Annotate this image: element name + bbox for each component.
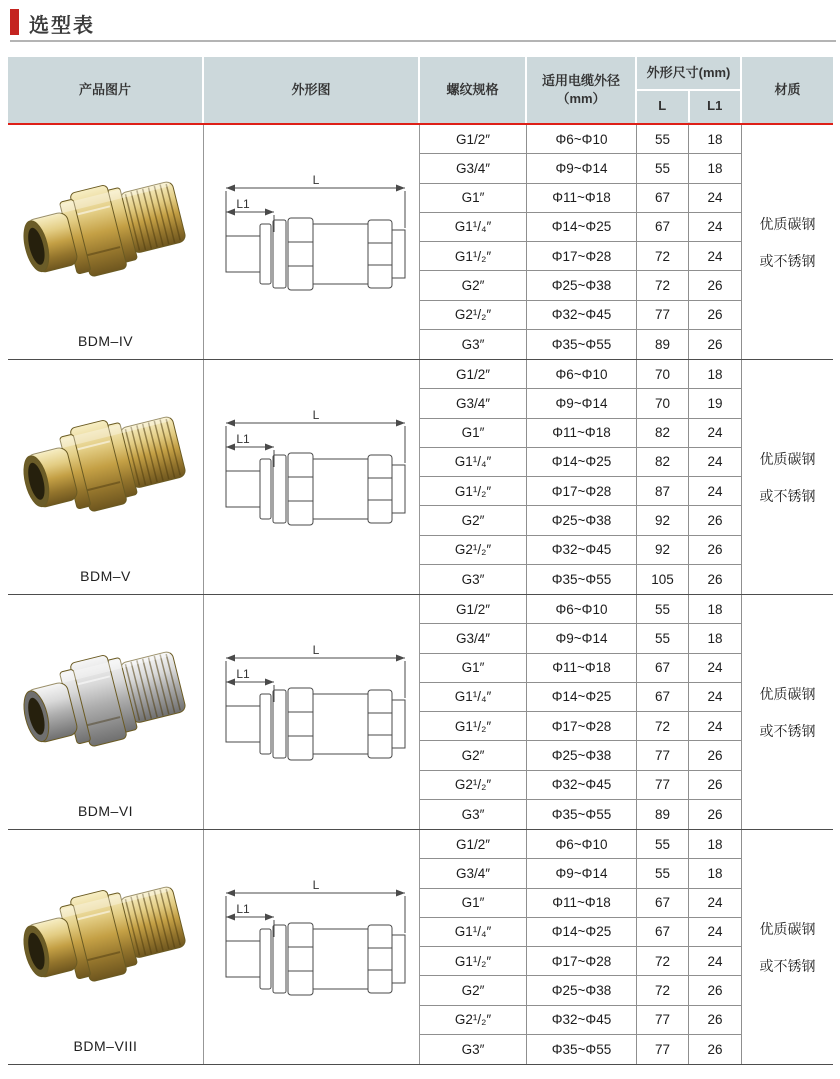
outline-drawing-cell xyxy=(204,125,420,359)
header-thread-spec: 螺纹规格 xyxy=(420,57,527,123)
dim-l-cell: 67 xyxy=(637,889,689,918)
dim-l-cell: 89 xyxy=(637,800,689,829)
thread-spec-cell: G1¹/₄″ xyxy=(420,683,527,712)
material-text: 或不锈钢 xyxy=(759,487,816,504)
cable-od-cell: Φ11~Φ18 xyxy=(527,889,637,918)
cable-od-cell: Φ11~Φ18 xyxy=(527,654,637,683)
thread-spec-cell: G3″ xyxy=(420,565,527,594)
product-model-label: BDM–V xyxy=(80,568,131,584)
dim-l1-cell: 26 xyxy=(689,741,742,770)
cable-od-cell: Φ25~Φ38 xyxy=(527,741,637,770)
spec-grid xyxy=(420,595,742,829)
product-model-label: BDM–VIII xyxy=(73,1038,138,1054)
dim-l-cell: 77 xyxy=(637,741,689,770)
dim-l1-cell: 26 xyxy=(689,1006,742,1035)
material-cell xyxy=(742,595,833,829)
thread-spec-cell: G3/4″ xyxy=(420,154,527,183)
dim-l-cell: 72 xyxy=(637,712,689,741)
dim-l1-cell: 18 xyxy=(689,154,742,183)
thread-spec-cell: G1″ xyxy=(420,654,527,683)
material-text: 优质碳钢 xyxy=(759,450,816,467)
dim-l1-cell: 26 xyxy=(689,800,742,829)
dim-l-cell: 72 xyxy=(637,947,689,976)
thread-spec-cell: G1¹/₂″ xyxy=(420,477,527,506)
material-text: 优质碳钢 xyxy=(759,920,816,937)
outline-drawing xyxy=(212,642,412,782)
material-cell xyxy=(742,830,833,1064)
thread-spec-cell: G1″ xyxy=(420,184,527,213)
dim-l1-cell: 26 xyxy=(689,976,742,1005)
dim-l-cell: 77 xyxy=(637,1035,689,1064)
thread-spec-cell: G2¹/₂″ xyxy=(420,1006,527,1035)
dim-l-cell: 55 xyxy=(637,830,689,859)
thread-spec-cell: G3/4″ xyxy=(420,859,527,888)
dim-label-l1: L1 xyxy=(235,197,250,211)
cable-od-cell: Φ17~Φ28 xyxy=(527,947,637,976)
dim-l-cell: 72 xyxy=(637,976,689,1005)
table-body xyxy=(8,125,833,1065)
dim-l1-cell: 26 xyxy=(689,1035,742,1064)
thread-spec-cell: G1/2″ xyxy=(420,125,527,154)
selection-table xyxy=(8,57,833,1065)
dim-l-cell: 70 xyxy=(637,360,689,389)
dim-l1-cell: 24 xyxy=(689,947,742,976)
dim-l-cell: 77 xyxy=(637,771,689,800)
cable-od-cell: Φ6~Φ10 xyxy=(527,595,637,624)
thread-spec-cell: G3/4″ xyxy=(420,389,527,418)
cable-od-cell: Φ9~Φ14 xyxy=(527,389,637,418)
thread-spec-cell: G3″ xyxy=(420,1035,527,1064)
outline-drawing-cell xyxy=(204,595,420,829)
dim-l-cell: 70 xyxy=(637,389,689,418)
dim-l1-cell: 24 xyxy=(689,654,742,683)
cable-od-cell: Φ32~Φ45 xyxy=(527,301,637,330)
product-image-cell xyxy=(8,830,204,1064)
header-dimensions-title: 外形尺寸(mm) xyxy=(637,58,740,91)
product-image-cell xyxy=(8,595,204,829)
cable-od-cell: Φ35~Φ55 xyxy=(527,330,637,359)
dim-l1-cell: 24 xyxy=(689,889,742,918)
thread-spec-cell: G1″ xyxy=(420,419,527,448)
thread-spec-cell: G3″ xyxy=(420,330,527,359)
cable-od-cell: Φ9~Φ14 xyxy=(527,154,637,183)
dim-l1-cell: 24 xyxy=(689,419,742,448)
dim-l1-cell: 26 xyxy=(689,771,742,800)
thread-spec-cell: G2″ xyxy=(420,741,527,770)
dim-l1-cell: 18 xyxy=(689,125,742,154)
brass-cable-gland-photo xyxy=(16,859,196,1009)
thread-spec-cell: G3″ xyxy=(420,800,527,829)
product-model-label: BDM–IV xyxy=(77,333,134,349)
thread-spec-cell: G1¹/₄″ xyxy=(420,448,527,477)
thread-spec-cell: G2″ xyxy=(420,976,527,1005)
header-dimensions-subrow xyxy=(637,91,740,122)
dim-l1-cell: 18 xyxy=(689,859,742,888)
dim-l1-cell: 24 xyxy=(689,918,742,947)
cable-od-cell: Φ9~Φ14 xyxy=(527,624,637,653)
product-block-bdm-iv xyxy=(8,125,833,360)
cable-od-cell: Φ32~Φ45 xyxy=(527,771,637,800)
spec-grid xyxy=(420,830,742,1064)
product-block-bdm-v xyxy=(8,360,833,595)
cable-od-cell: Φ25~Φ38 xyxy=(527,506,637,535)
outline-drawing-cell xyxy=(204,830,420,1064)
cable-od-cell: Φ14~Φ25 xyxy=(527,213,637,242)
dim-l-cell: 55 xyxy=(637,624,689,653)
cable-od-cell: Φ25~Φ38 xyxy=(527,271,637,300)
header-dim-l: L xyxy=(637,91,690,122)
dim-l-cell: 67 xyxy=(637,184,689,213)
cable-od-cell: Φ11~Φ18 xyxy=(527,184,637,213)
header-outline-drawing: 外形图 xyxy=(204,57,420,123)
dim-l1-cell: 24 xyxy=(689,683,742,712)
thread-spec-cell: G1″ xyxy=(420,889,527,918)
header-dimensions xyxy=(637,57,742,123)
dim-l-cell: 105 xyxy=(637,565,689,594)
spec-grid xyxy=(420,125,742,359)
header-cable-od-line1: 适用电缆外径 xyxy=(541,72,620,88)
cable-od-cell: Φ35~Φ55 xyxy=(527,800,637,829)
steel-cable-gland-photo xyxy=(16,624,196,774)
header-cable-od xyxy=(527,57,637,123)
material-text: 优质碳钢 xyxy=(759,215,816,232)
dim-label-l: L xyxy=(312,173,319,187)
thread-spec-cell: G1¹/₂″ xyxy=(420,242,527,271)
cable-od-cell: Φ6~Φ10 xyxy=(527,125,637,154)
thread-spec-cell: G2″ xyxy=(420,271,527,300)
dim-l1-cell: 24 xyxy=(689,184,742,213)
thread-spec-cell: G1¹/₄″ xyxy=(420,918,527,947)
dim-l-cell: 92 xyxy=(637,536,689,565)
cable-od-cell: Φ14~Φ25 xyxy=(527,918,637,947)
dim-l-cell: 82 xyxy=(637,419,689,448)
dim-l1-cell: 24 xyxy=(689,242,742,271)
thread-spec-cell: G3/4″ xyxy=(420,624,527,653)
product-block-bdm-viii xyxy=(8,830,833,1065)
dim-l1-cell: 26 xyxy=(689,565,742,594)
table-header xyxy=(8,57,833,123)
material-cell xyxy=(742,125,833,359)
product-model-label: BDM–VI xyxy=(77,803,134,819)
cable-od-cell: Φ9~Φ14 xyxy=(527,859,637,888)
cable-od-cell: Φ35~Φ55 xyxy=(527,1035,637,1064)
dim-l1-cell: 18 xyxy=(689,624,742,653)
dim-l-cell: 55 xyxy=(637,859,689,888)
thread-spec-cell: G1¹/₂″ xyxy=(420,947,527,976)
dim-l-cell: 55 xyxy=(637,154,689,183)
dim-l-cell: 67 xyxy=(637,683,689,712)
dim-l1-cell: 18 xyxy=(689,595,742,624)
dim-l1-cell: 18 xyxy=(689,830,742,859)
material-text: 或不锈钢 xyxy=(759,722,816,739)
outline-drawing-cell xyxy=(204,360,420,594)
title-accent-bar xyxy=(10,9,19,35)
dim-label-l1: L1 xyxy=(235,902,250,916)
dim-l1-cell: 26 xyxy=(689,271,742,300)
material-text: 或不锈钢 xyxy=(759,957,816,974)
product-image-cell xyxy=(8,125,204,359)
material-text: 或不锈钢 xyxy=(759,252,816,269)
dim-label-l: L xyxy=(312,878,319,892)
thread-spec-cell: G2¹/₂″ xyxy=(420,536,527,565)
brass-cable-gland-photo xyxy=(16,154,196,304)
dim-label-l1: L1 xyxy=(235,432,250,446)
header-material: 材质 xyxy=(774,81,801,97)
material-text: 优质碳钢 xyxy=(759,685,816,702)
thread-spec-cell: G1/2″ xyxy=(420,595,527,624)
dim-l1-cell: 18 xyxy=(689,360,742,389)
cable-od-cell: Φ35~Φ55 xyxy=(527,565,637,594)
dim-l-cell: 67 xyxy=(637,918,689,947)
cable-od-cell: Φ14~Φ25 xyxy=(527,448,637,477)
spec-grid xyxy=(420,360,742,594)
dim-l1-cell: 19 xyxy=(689,389,742,418)
dim-label-l: L xyxy=(312,408,319,422)
cable-od-cell: Φ25~Φ38 xyxy=(527,976,637,1005)
product-block-bdm-vi xyxy=(8,595,833,830)
dim-l-cell: 89 xyxy=(637,330,689,359)
dim-l-cell: 55 xyxy=(637,125,689,154)
cable-od-cell: Φ6~Φ10 xyxy=(527,830,637,859)
cable-od-cell: Φ17~Φ28 xyxy=(527,242,637,271)
dim-l-cell: 72 xyxy=(637,271,689,300)
product-image-cell xyxy=(8,360,204,594)
cable-od-cell: Φ14~Φ25 xyxy=(527,683,637,712)
dim-l-cell: 82 xyxy=(637,448,689,477)
material-cell xyxy=(742,360,833,594)
thread-spec-cell: G1¹/₄″ xyxy=(420,213,527,242)
dim-l1-cell: 26 xyxy=(689,330,742,359)
dim-l-cell: 77 xyxy=(637,301,689,330)
dim-l1-cell: 26 xyxy=(689,301,742,330)
thread-spec-cell: G2¹/₂″ xyxy=(420,301,527,330)
outline-drawing xyxy=(212,877,412,1017)
header-dim-l1: L1 xyxy=(707,98,723,114)
dim-l-cell: 67 xyxy=(637,654,689,683)
thread-spec-cell: G2″ xyxy=(420,506,527,535)
cable-od-cell: Φ32~Φ45 xyxy=(527,1006,637,1035)
cable-od-cell: Φ17~Φ28 xyxy=(527,712,637,741)
dim-l1-cell: 26 xyxy=(689,506,742,535)
dim-l1-cell: 24 xyxy=(689,477,742,506)
outline-drawing xyxy=(212,172,412,312)
dim-l1-cell: 26 xyxy=(689,536,742,565)
title-underline xyxy=(10,40,836,42)
dim-l-cell: 55 xyxy=(637,595,689,624)
thread-spec-cell: G1¹/₂″ xyxy=(420,712,527,741)
thread-spec-cell: G1/2″ xyxy=(420,830,527,859)
page-title: 选型表 xyxy=(29,15,95,37)
cable-od-cell: Φ11~Φ18 xyxy=(527,419,637,448)
dim-l1-cell: 24 xyxy=(689,213,742,242)
dim-l-cell: 77 xyxy=(637,1006,689,1035)
dim-l-cell: 67 xyxy=(637,213,689,242)
dim-label-l: L xyxy=(312,643,319,657)
cable-od-cell: Φ32~Φ45 xyxy=(527,536,637,565)
dim-l-cell: 92 xyxy=(637,506,689,535)
outline-drawing xyxy=(212,407,412,547)
dim-l1-cell: 24 xyxy=(689,448,742,477)
dim-l-cell: 72 xyxy=(637,242,689,271)
brass-cable-gland-photo xyxy=(16,389,196,539)
dim-label-l1: L1 xyxy=(235,667,250,681)
thread-spec-cell: G1/2″ xyxy=(420,360,527,389)
header-cable-od-line2: （mm） xyxy=(556,91,606,106)
dim-l1-cell: 24 xyxy=(689,712,742,741)
cable-od-cell: Φ17~Φ28 xyxy=(527,477,637,506)
header-product-image: 产品图片 xyxy=(8,57,204,123)
dim-l-cell: 87 xyxy=(637,477,689,506)
cable-od-cell: Φ6~Φ10 xyxy=(527,360,637,389)
thread-spec-cell: G2¹/₂″ xyxy=(420,771,527,800)
